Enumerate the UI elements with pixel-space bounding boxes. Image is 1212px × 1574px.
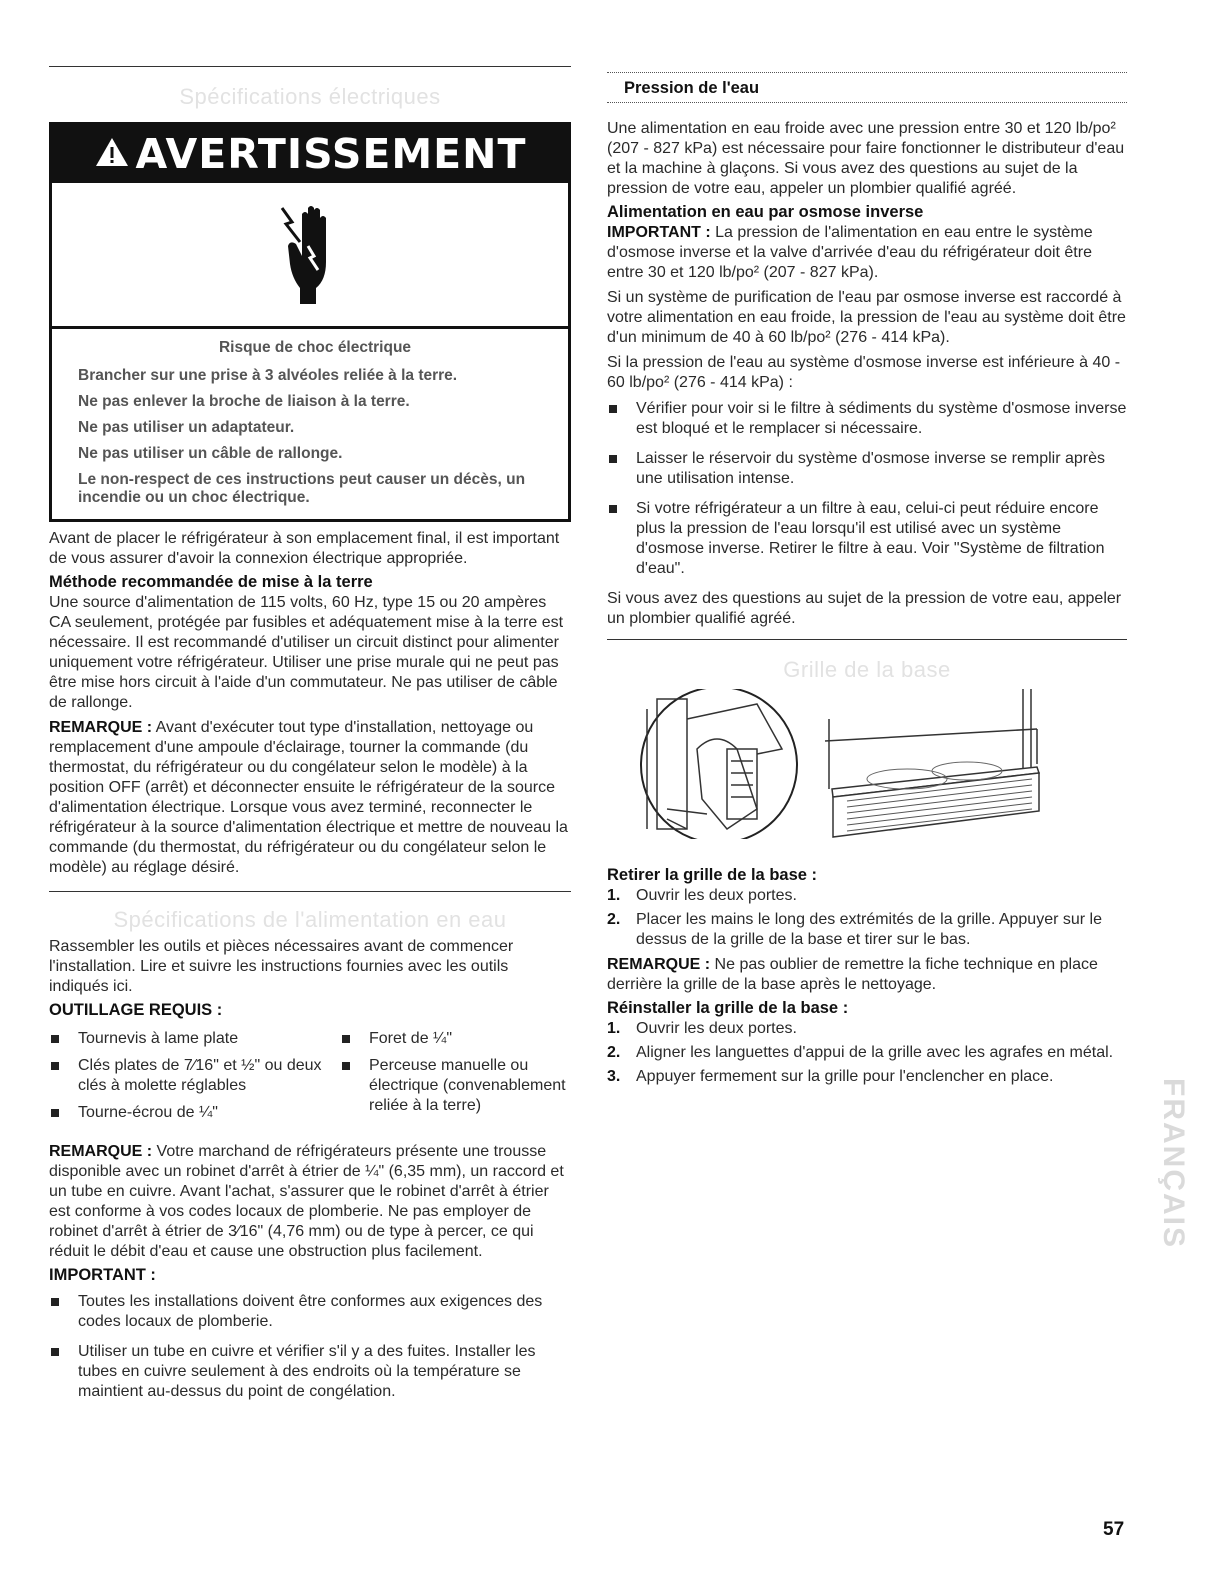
dotted-rule xyxy=(607,102,1127,103)
important-text: La pression de l'alimentation en eau entre le système d'osmose inverse et la valve d'arrivée d'eau du réfrigérateur doit être entre 30 et 120 lb/po² (207 - 827 kPa). xyxy=(607,224,1093,281)
important-item: Utiliser un tube en cuivre et vérifier s'il y a des fuites. Installer les tubes en cuivre seulement à des endroits où la température se maintient au-dessus du point de congélation. xyxy=(49,1342,571,1402)
step-number: 2. xyxy=(607,911,621,928)
step-number: 1. xyxy=(607,887,621,904)
ro-item: Vérifier pour voir si le filtre à sédiments du système d'osmose inverse est bloqué et le remplacer si nécessaire. xyxy=(607,399,1127,439)
remove-steps xyxy=(607,886,1127,950)
step-number: 1. xyxy=(607,1020,621,1037)
important-label: IMPORTANT : xyxy=(607,224,711,241)
section-title-water: Spécifications de l'alimentation en eau xyxy=(113,907,507,932)
warning-line: Le non-respect de ces instructions peut causer un décès, un incendie ou un choc électrique. xyxy=(78,471,526,506)
important-item: Toutes les installations doivent être conformes aux exigences des codes locaux de plomberie. xyxy=(49,1292,571,1332)
language-tab: FRANÇAIS xyxy=(1157,1078,1190,1249)
tools-list xyxy=(49,1029,571,1130)
ro-text: Si la pression de l'eau au système d'osmose inverse est inférieure à 40 - 60 lb/po² (276 - 414 kPa) : xyxy=(607,354,1121,391)
note-electrical xyxy=(49,718,571,878)
ro-important xyxy=(607,223,1127,283)
important-heading: IMPORTANT : xyxy=(49,1266,156,1284)
step-text: Ouvrir les deux portes. xyxy=(636,1020,797,1037)
warning-line: Ne pas utiliser un câble de rallonge. xyxy=(78,445,343,462)
electric-shock-hand-icon xyxy=(52,183,568,329)
section-rule xyxy=(49,66,571,67)
right-column xyxy=(607,66,1127,1087)
dotted-rule xyxy=(607,72,1127,73)
ro-item: Si votre réfrigérateur a un filtre à eau, celui-ci peut réduire encore plus la pression de l'eau lorsqu'il est utilisé avec un système d'osmose inverse. Retirer le filtre à eau. Voir "Système de filtration d'eau". xyxy=(607,499,1127,579)
step-text: Appuyer fermement sur la grille pour l'enclencher en place. xyxy=(636,1068,1054,1085)
warning-header xyxy=(52,125,568,183)
note-text: Ne pas oublier de remettre la fiche technique en place derrière la grille de la base après le nettoyage. xyxy=(607,956,1098,993)
section-rule xyxy=(607,639,1127,640)
warning-line: Brancher sur une prise à 3 alvéoles reliée à la terre. xyxy=(78,367,458,384)
reinstall-step xyxy=(607,1067,1127,1087)
note-kit xyxy=(49,1142,571,1262)
section-title-electrical: Spécifications électriques xyxy=(179,84,441,109)
note-text: Votre marchand de réfrigérateurs présente une trousse disponible avec un robinet d'arrêt à étrier de ¼" (6,35 mm), un raccord et un tube en cuivre. Avant l'achat, s'assurer que le robinet d'arrêt à étrier est conforme à vos codes locaux de plomberie. Ne pas employer de robinet d'arrêt à étrier de 3⁄16" (4,76 mm) ou de type à percer, ce qui réduit le débit d'eau et cause une obstruction plus facilement. xyxy=(49,1143,564,1260)
remove-heading: Retirer la grille de la base : xyxy=(607,866,818,884)
tools-column-1 xyxy=(49,1029,340,1130)
ro-heading: Alimentation en eau par osmose inverse xyxy=(607,203,924,221)
warning-triangle-icon xyxy=(94,130,130,178)
warning-heading: AVERTISSEMENT xyxy=(135,130,527,178)
warning-line: Ne pas utiliser un adaptateur. xyxy=(78,419,295,436)
grille-illustration xyxy=(607,689,1127,839)
note-grille xyxy=(607,955,1127,995)
remove-step xyxy=(607,910,1127,950)
section-title-grille: Grille de la base xyxy=(783,657,951,682)
remove-step xyxy=(607,886,1127,906)
note-label: REMARQUE : xyxy=(49,719,153,736)
electrical-intro: Avant de placer le réfrigérateur à son emplacement final, il est important de vous assurer d'avoir la connexion électrique appropriée. xyxy=(49,530,560,567)
ro-text: Si vous avez des questions au sujet de la pression de votre eau, appeler un plombier qualifié agréé. xyxy=(607,590,1122,627)
reinstall-step xyxy=(607,1019,1127,1039)
tool-item: Perceuse manuelle ou électrique (convenablement reliée à la terre) xyxy=(340,1056,571,1116)
step-number: 3. xyxy=(607,1068,621,1085)
tools-heading: OUTILLAGE REQUIS : xyxy=(49,1001,223,1019)
pressure-text: Une alimentation en eau froide avec une pression entre 30 et 120 lb/po² (207 - 827 kPa) est nécessaire pour faire fonctionner le distributeur d'eau et la machine à glaçons. Si vous avez des questions au sujet de la pression de votre eau, appeler un plombier qualifié agréé. xyxy=(607,120,1125,197)
note-label: REMARQUE : xyxy=(607,956,711,973)
water-intro: Rassembler les outils et pièces nécessaires avant de commencer l'installation. Lire et suivre les instructions fournies avec les outils indiqués ici. xyxy=(49,938,514,995)
ground-text: Une source d'alimentation de 115 volts, 60 Hz, type 15 ou 20 ampères CA seulement, protégée par fusibles et adéquatement mise à la terre est nécessaire. Il est recommandé d'utiliser un circuit distinct pour alimenter uniquement votre réfrigérateur. Utiliser une prise murale qui ne peut pas être mise hors circuit à l'aide d'un commutateur. Ne pas utiliser de câble de rallonge. xyxy=(49,594,564,711)
reinstall-step xyxy=(607,1043,1127,1063)
tool-item: Foret de ¼" xyxy=(340,1029,571,1049)
step-number: 2. xyxy=(607,1044,621,1061)
step-text: Ouvrir les deux portes. xyxy=(636,887,797,904)
step-text: Placer les mains le long des extrémités de la grille. Appuyer sur le dessus de la grille de la base et tirer sur le bas. xyxy=(636,911,1102,948)
tool-item: Tourne-écrou de ¼" xyxy=(49,1103,340,1123)
step-text: Aligner les languettes d'appui de la grille avec les agrafes en métal. xyxy=(636,1044,1114,1061)
warning-risk: Risque de choc électrique xyxy=(218,339,412,356)
note-text: Avant d'exécuter tout type d'installation, nettoyage ou remplacement d'une ampoule d'éclairage, tourner la commande (du thermostat, du réfrigérateur ou du congélateur selon le modèle) à la position OFF (arrêt) et déconnecter ensuite le réfrigérateur de la source d'alimentation électrique. Lorsque vous avez terminé, reconnecter le réfrigérateur à la source d'alimentation électrique et mettre de nouveau la commande (du thermostat, du réfrigérateur ou du congélateur selon le modèle) au réglage désiré. xyxy=(49,719,568,876)
ro-text: Si un système de purification de l'eau par osmose inverse est raccordé à votre alimentation en eau froide, la pression de l'eau au système doit être d'un minimum de 40 à 60 lb/po² (276 - 414 kPa). xyxy=(607,289,1126,346)
section-rule xyxy=(49,891,571,892)
tool-item: Tournevis à lame plate xyxy=(49,1029,340,1049)
pressure-heading: Pression de l'eau xyxy=(624,79,760,97)
ground-heading: Méthode recommandée de mise à la terre xyxy=(49,573,373,591)
left-column xyxy=(49,66,571,1402)
reinstall-steps xyxy=(607,1019,1127,1087)
reinstall-heading: Réinstaller la grille de la base : xyxy=(607,999,849,1017)
warning-text xyxy=(52,329,568,519)
important-list xyxy=(49,1292,571,1402)
ro-list xyxy=(607,399,1127,579)
warning-line: Ne pas enlever la broche de liaison à la terre. xyxy=(78,393,410,410)
warning-box xyxy=(49,122,571,522)
page-number: 57 xyxy=(1103,1519,1125,1540)
tools-column-2 xyxy=(340,1029,571,1130)
tool-item: Clés plates de 7⁄16" et ½" ou deux clés à molette réglables xyxy=(49,1056,340,1096)
note-label: REMARQUE : xyxy=(49,1143,153,1160)
ro-item: Laisser le réservoir du système d'osmose inverse se remplir après une utilisation intense. xyxy=(607,449,1127,489)
